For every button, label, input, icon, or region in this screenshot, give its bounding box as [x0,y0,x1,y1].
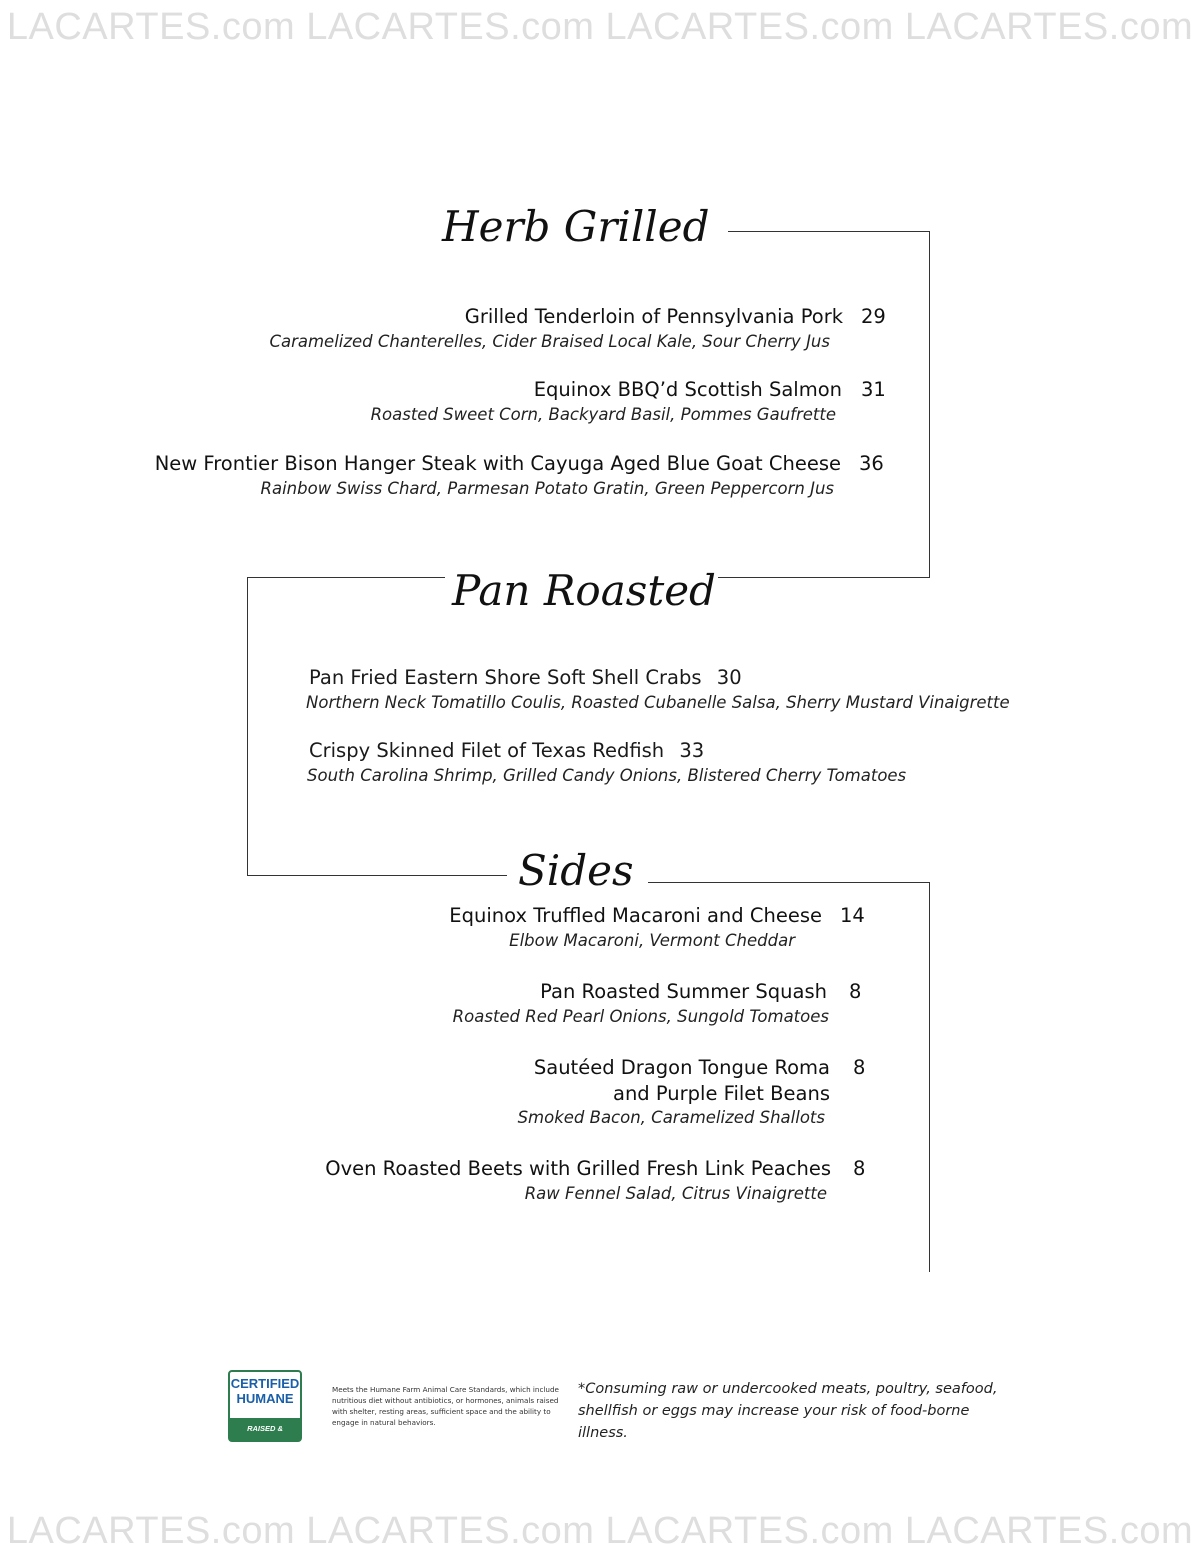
menu-item-description: Raw Fennel Salad, Citrus Vinaigrette [524,1184,827,1203]
menu-item-description: Roasted Sweet Corn, Backyard Basil, Pommes Gaufrette [370,405,836,424]
food-safety-warning: *Consuming raw or undercooked meats, poultry, seafood, shellfish or eggs may increase your risk of food-borne illness. [578,1381,998,1441]
menu-item-description: Caramelized Chanterelles, Cider Braised Local Kale, Sour Cherry Jus [269,332,830,351]
menu-item [309,666,742,689]
menu-item-name: Crispy Skinned Filet of Texas Redfish [309,739,665,762]
menu-item-name: New Frontier Bison Hanger Steak with Cayuga Aged Blue Goat Cheese [154,452,841,475]
humane-note: Meets the Humane Farm Animal Care Standards, which include nutritious diet without antibiotics, or hormones, animals raised with shelter, resting areas, sufficient space and the ability to engage in natural behaviors. [332,1385,559,1427]
menu-item-price: 8 [849,980,862,1003]
section-title-sides: Sides [518,846,634,895]
section-title-herb-grilled: Herb Grilled [442,202,710,251]
menu-item-name: Equinox Truffled Macaroni and Cheese [449,904,822,927]
frame-line [648,882,930,883]
menu-item-description: South Carolina Shrimp, Grilled Candy Onions, Blistered Cherry Tomatoes [307,766,907,785]
frame-line [247,577,248,876]
menu-item-price: 33 [679,739,705,762]
menu-item-description: Roasted Red Pearl Onions, Sungold Tomatoes [452,1007,829,1026]
menu-item-name: Pan Fried Eastern Shore Soft Shell Crabs [309,666,702,689]
frame-line [718,577,930,578]
menu-item-description: Northern Neck Tomatillo Coulis, Roasted Cubanelle Salsa, Sherry Mustard Vinaigrette [306,693,1010,712]
menu-item-description: Rainbow Swiss Chard, Parmesan Potato Gratin, Green Peppercorn Jus [260,479,834,498]
menu-item [309,739,704,762]
menu-item-name: Grilled Tenderloin of Pennsylvania Pork [464,305,843,328]
logo-line: HUMANE [236,1391,294,1406]
watermark-top: LACARTES.com LACARTES.com LACARTES.com LACARTES.com [6,6,1194,48]
menu-item-price: 30 [716,666,742,689]
frame-line [728,231,930,232]
menu-item-price: 36 [859,452,884,475]
menu-item-description: Elbow Macaroni, Vermont Cheddar [509,931,795,950]
menu-item-price: 31 [861,378,886,401]
frame-line [929,231,930,578]
menu-item-name: Equinox BBQ’d Scottish Salmon [533,378,842,401]
section-title-pan-roasted: Pan Roasted [452,566,716,615]
menu-item-price: 14 [840,904,865,927]
menu-item-price: 29 [861,305,886,328]
certified-humane-logo [228,1370,302,1455]
frame-line [247,577,445,578]
menu-item-name: Sautéed Dragon Tongue Roma [533,1056,830,1079]
menu-item-price: 8 [853,1157,866,1180]
menu-item-name: Oven Roasted Beets with Grilled Fresh Link Peaches [325,1157,831,1180]
watermark-bottom: LACARTES.com LACARTES.com LACARTES.com LACARTES.com [6,1510,1194,1552]
logo-line: RAISED & HANDLED [230,1418,300,1440]
frame-line [247,875,507,876]
menu-item-description: Smoked Bacon, Caramelized Shallots [517,1108,825,1127]
menu-item-name: and Purple Filet Beans [613,1082,830,1105]
frame-line [929,882,930,1272]
menu-item-name: Pan Roasted Summer Squash [540,980,827,1003]
logo-line: CERTIFIED [230,1376,300,1391]
menu-item-price: 8 [853,1056,866,1079]
